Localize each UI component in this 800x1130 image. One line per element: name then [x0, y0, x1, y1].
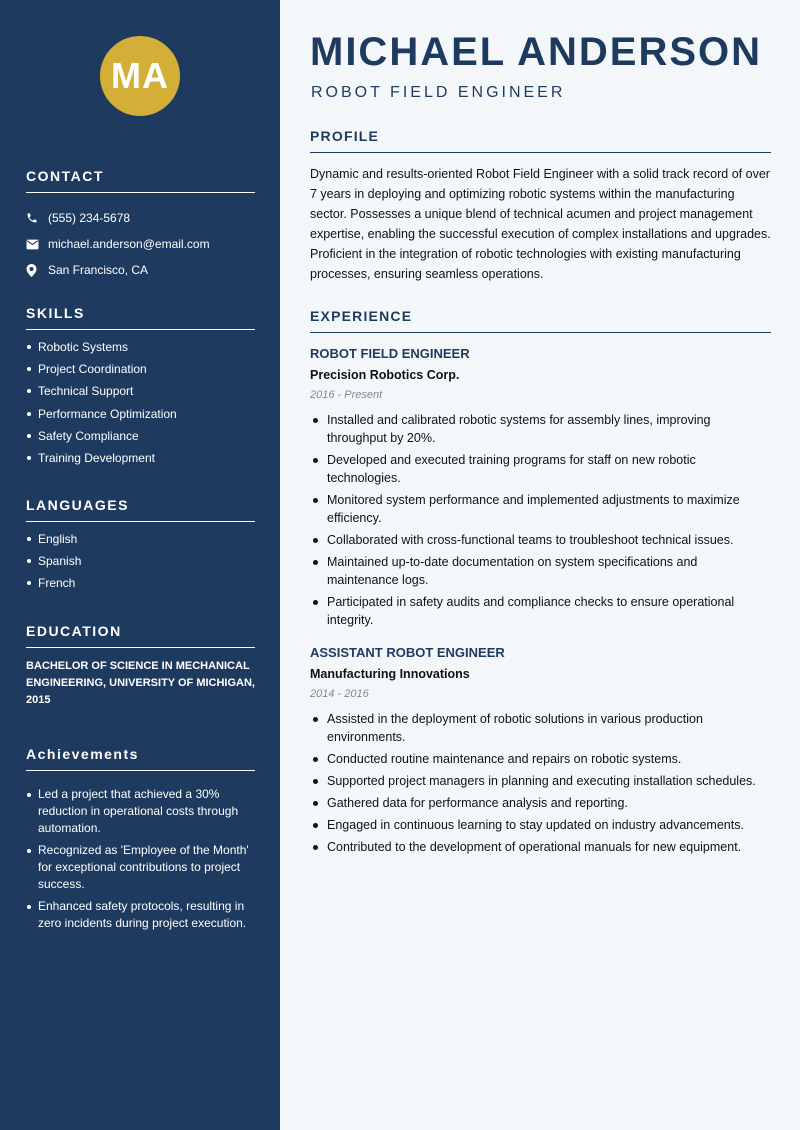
duty-item: Monitored system performance and implemented adjustments to maximize efficiency. [310, 491, 771, 527]
language-item: English [26, 532, 255, 546]
duty-item: Maintained up-to-date documentation on system specifications and maintenance logs. [310, 553, 771, 589]
skill-item: Robotic Systems [26, 340, 255, 354]
skill-item: Training Development [26, 451, 255, 465]
phone-icon [26, 212, 48, 224]
contact-heading: CONTACT [26, 168, 255, 193]
job-title-header: ROBOT FIELD ENGINEER [311, 84, 566, 101]
duties-list [310, 710, 771, 856]
candidate-name: MICHAEL ANDERSON [310, 30, 763, 74]
location-pin-icon [26, 264, 48, 277]
languages-list [26, 532, 255, 590]
skill-item: Project Coordination [26, 362, 255, 376]
profile-heading: PROFILE [310, 128, 771, 153]
duty-item: Installed and calibrated robotic systems for assembly lines, improving throughput by 20%. [310, 411, 771, 447]
mail-icon [26, 239, 48, 250]
profile-text: Dynamic and results-oriented Robot Field Engineer with a solid track record of over 7 years in deploying and optimizing robotic systems within the manufacturing sector. Possesses a unique blend of technical acumen and project management expertise, enabling the successful execution of complex installations and upgrades. Proficient in the integration of robotic technologies with existing manufacturing processes, ensuring seamless operations. [310, 167, 771, 281]
duty-item: Participated in safety audits and compliance checks to ensure operational integrity. [310, 593, 771, 629]
achievement-item: Enhanced safety protocols, resulting in zero incidents during project execution. [26, 898, 255, 932]
skill-item: Safety Compliance [26, 429, 255, 443]
job-entry [310, 645, 771, 856]
duty-item: Collaborated with cross-functional teams to troubleshoot technical issues. [310, 531, 771, 549]
job-entry [310, 346, 771, 629]
contact-section [26, 168, 255, 283]
company-name: Precision Robotics Corp. [310, 368, 460, 382]
sidebar [0, 0, 280, 1130]
avatar [100, 36, 180, 116]
duty-item: Developed and executed training programs for staff on new robotic technologies. [310, 451, 771, 487]
duty-item: Conducted routine maintenance and repairs on robotic systems. [310, 750, 771, 768]
skills-section [26, 305, 255, 473]
skill-item: Performance Optimization [26, 407, 255, 421]
profile-section [310, 128, 771, 284]
contact-phone[interactable] [26, 205, 255, 231]
education-heading: EDUCATION [26, 623, 255, 648]
duty-item: Engaged in continuous learning to stay updated on industry advancements. [310, 816, 771, 834]
duty-item: Assisted in the deployment of robotic solutions in various production environments. [310, 710, 771, 746]
phone-text: (555) 234-5678 [48, 211, 131, 225]
achievement-item: Led a project that achieved a 30% reduction in operational costs through automation. [26, 786, 255, 837]
skills-list [26, 340, 255, 465]
contact-location [26, 257, 255, 283]
languages-section [26, 497, 255, 599]
duty-item: Contributed to the development of operational manuals for new equipment. [310, 838, 771, 856]
language-item: Spanish [26, 554, 255, 568]
contact-email[interactable] [26, 231, 255, 257]
achievements-section [26, 746, 255, 937]
duty-item: Gathered data for performance analysis and reporting. [310, 794, 771, 812]
achievement-item: Recognized as 'Employee of the Month' for exceptional contributions to project success. [26, 842, 255, 893]
location-text: San Francisco, CA [48, 263, 149, 277]
education-section [26, 623, 255, 709]
job-title: ROBOT FIELD ENGINEER [310, 346, 470, 361]
skills-heading: SKILLS [26, 305, 255, 330]
skill-item: Technical Support [26, 384, 255, 398]
avatar-initials: MA [111, 55, 169, 96]
job-title: ASSISTANT ROBOT ENGINEER [310, 645, 505, 660]
email-text: michael.anderson@email.com [48, 237, 210, 251]
duties-list [310, 411, 771, 629]
experience-section [310, 308, 771, 860]
languages-heading: LANGUAGES [26, 497, 255, 522]
experience-heading: EXPERIENCE [310, 308, 771, 333]
company-name: Manufacturing Innovations [310, 667, 470, 681]
achievements-heading: Achievements [26, 746, 255, 771]
job-dates: 2014 - 2016 [310, 688, 369, 700]
duty-item: Supported project managers in planning and executing installation schedules. [310, 772, 771, 790]
achievements-list [26, 786, 255, 932]
language-item: French [26, 576, 255, 590]
education-degree: BACHELOR OF SCIENCE IN MECHANICAL ENGINEERING, UNIVERSITY OF MICHIGAN, 2015 [26, 660, 255, 706]
job-dates: 2016 - Present [310, 389, 383, 401]
